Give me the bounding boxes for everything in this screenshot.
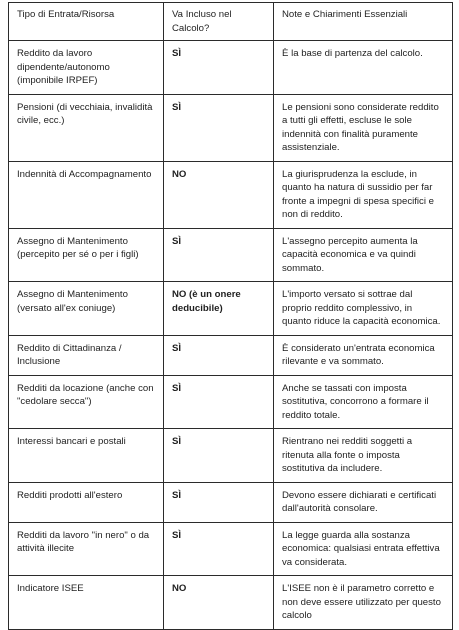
note-cell: È la base di partenza del calcolo. — [274, 41, 453, 95]
entry-type-cell: Indicatore ISEE — [9, 576, 164, 630]
note-cell: L'importo versato si sottrae dal proprio reddito complessivo, in quanto riduce la capacità economica. — [274, 282, 453, 336]
included-cell: NO — [164, 576, 274, 630]
table-row — [9, 375, 453, 429]
table-row — [9, 482, 453, 522]
included-cell: SÌ — [164, 94, 274, 161]
note-cell: Anche se tassati con imposta sostitutiva, concorrono a formare il reddito totale. — [274, 375, 453, 429]
entry-type-cell: Pensioni (di vecchiaia, invalidità civile, ecc.) — [9, 94, 164, 161]
note-cell: L'assegno percepito aumenta la capacità economica e va quindi sommato. — [274, 228, 453, 282]
income-table — [8, 2, 453, 630]
header-notes: Note e Chiarimenti Essenziali — [274, 3, 453, 41]
included-cell: SÌ — [164, 41, 274, 95]
included-cell: NO (è un onere deducibile) — [164, 282, 274, 336]
entry-type-cell: Assegno di Mantenimento (versato all'ex coniuge) — [9, 282, 164, 336]
table-row — [9, 576, 453, 630]
entry-type-cell: Indennità di Accompagnamento — [9, 161, 164, 228]
entry-type-cell: Assegno di Mantenimento (percepito per sé o per i figli) — [9, 228, 164, 282]
entry-type-cell: Redditi prodotti all'estero — [9, 482, 164, 522]
note-cell: È considerato un'entrata economica rilevante e va sommato. — [274, 335, 453, 375]
entry-type-cell: Redditi da locazione (anche con "cedolare secca") — [9, 375, 164, 429]
header-entry-type: Tipo di Entrata/Risorsa — [9, 3, 164, 41]
entry-type-cell: Reddito da lavoro dipendente/autonomo (imponibile IRPEF) — [9, 41, 164, 95]
entry-type-cell: Redditi da lavoro "in nero" o da attività illecite — [9, 522, 164, 576]
included-cell: SÌ — [164, 482, 274, 522]
table-row — [9, 335, 453, 375]
note-cell: Le pensioni sono considerate reddito a tutti gli effetti, escluse le sole indennità con finalità puramente assistenziale. — [274, 94, 453, 161]
table-row — [9, 94, 453, 161]
included-cell: SÌ — [164, 429, 274, 483]
note-cell: Rientrano nei redditi soggetti a ritenuta alla fonte o imposta sostitutiva da includere. — [274, 429, 453, 483]
note-cell: La giurisprudenza la esclude, in quanto ha natura di sussidio per far fronte a impegni di spesa specifici e non di reddito. — [274, 161, 453, 228]
table-row — [9, 41, 453, 95]
entry-type-cell: Interessi bancari e postali — [9, 429, 164, 483]
header-included: Va Incluso nel Calcolo? — [164, 3, 274, 41]
included-cell: SÌ — [164, 522, 274, 576]
table-row — [9, 282, 453, 336]
note-cell: Devono essere dichiarati e certificati dall'autorità consolare. — [274, 482, 453, 522]
note-cell: L'ISEE non è il parametro corretto e non deve essere utilizzato per questo calcolo — [274, 576, 453, 630]
table-row — [9, 522, 453, 576]
included-cell: NO — [164, 161, 274, 228]
included-cell: SÌ — [164, 228, 274, 282]
note-cell: La legge guarda alla sostanza economica: qualsiasi entrata effettiva va considerata. — [274, 522, 453, 576]
income-table-container — [8, 2, 452, 630]
table-row — [9, 228, 453, 282]
table-row — [9, 161, 453, 228]
included-cell: SÌ — [164, 335, 274, 375]
table-row — [9, 429, 453, 483]
table-header-row — [9, 3, 453, 41]
included-cell: SÌ — [164, 375, 274, 429]
entry-type-cell: Reddito di Cittadinanza / Inclusione — [9, 335, 164, 375]
